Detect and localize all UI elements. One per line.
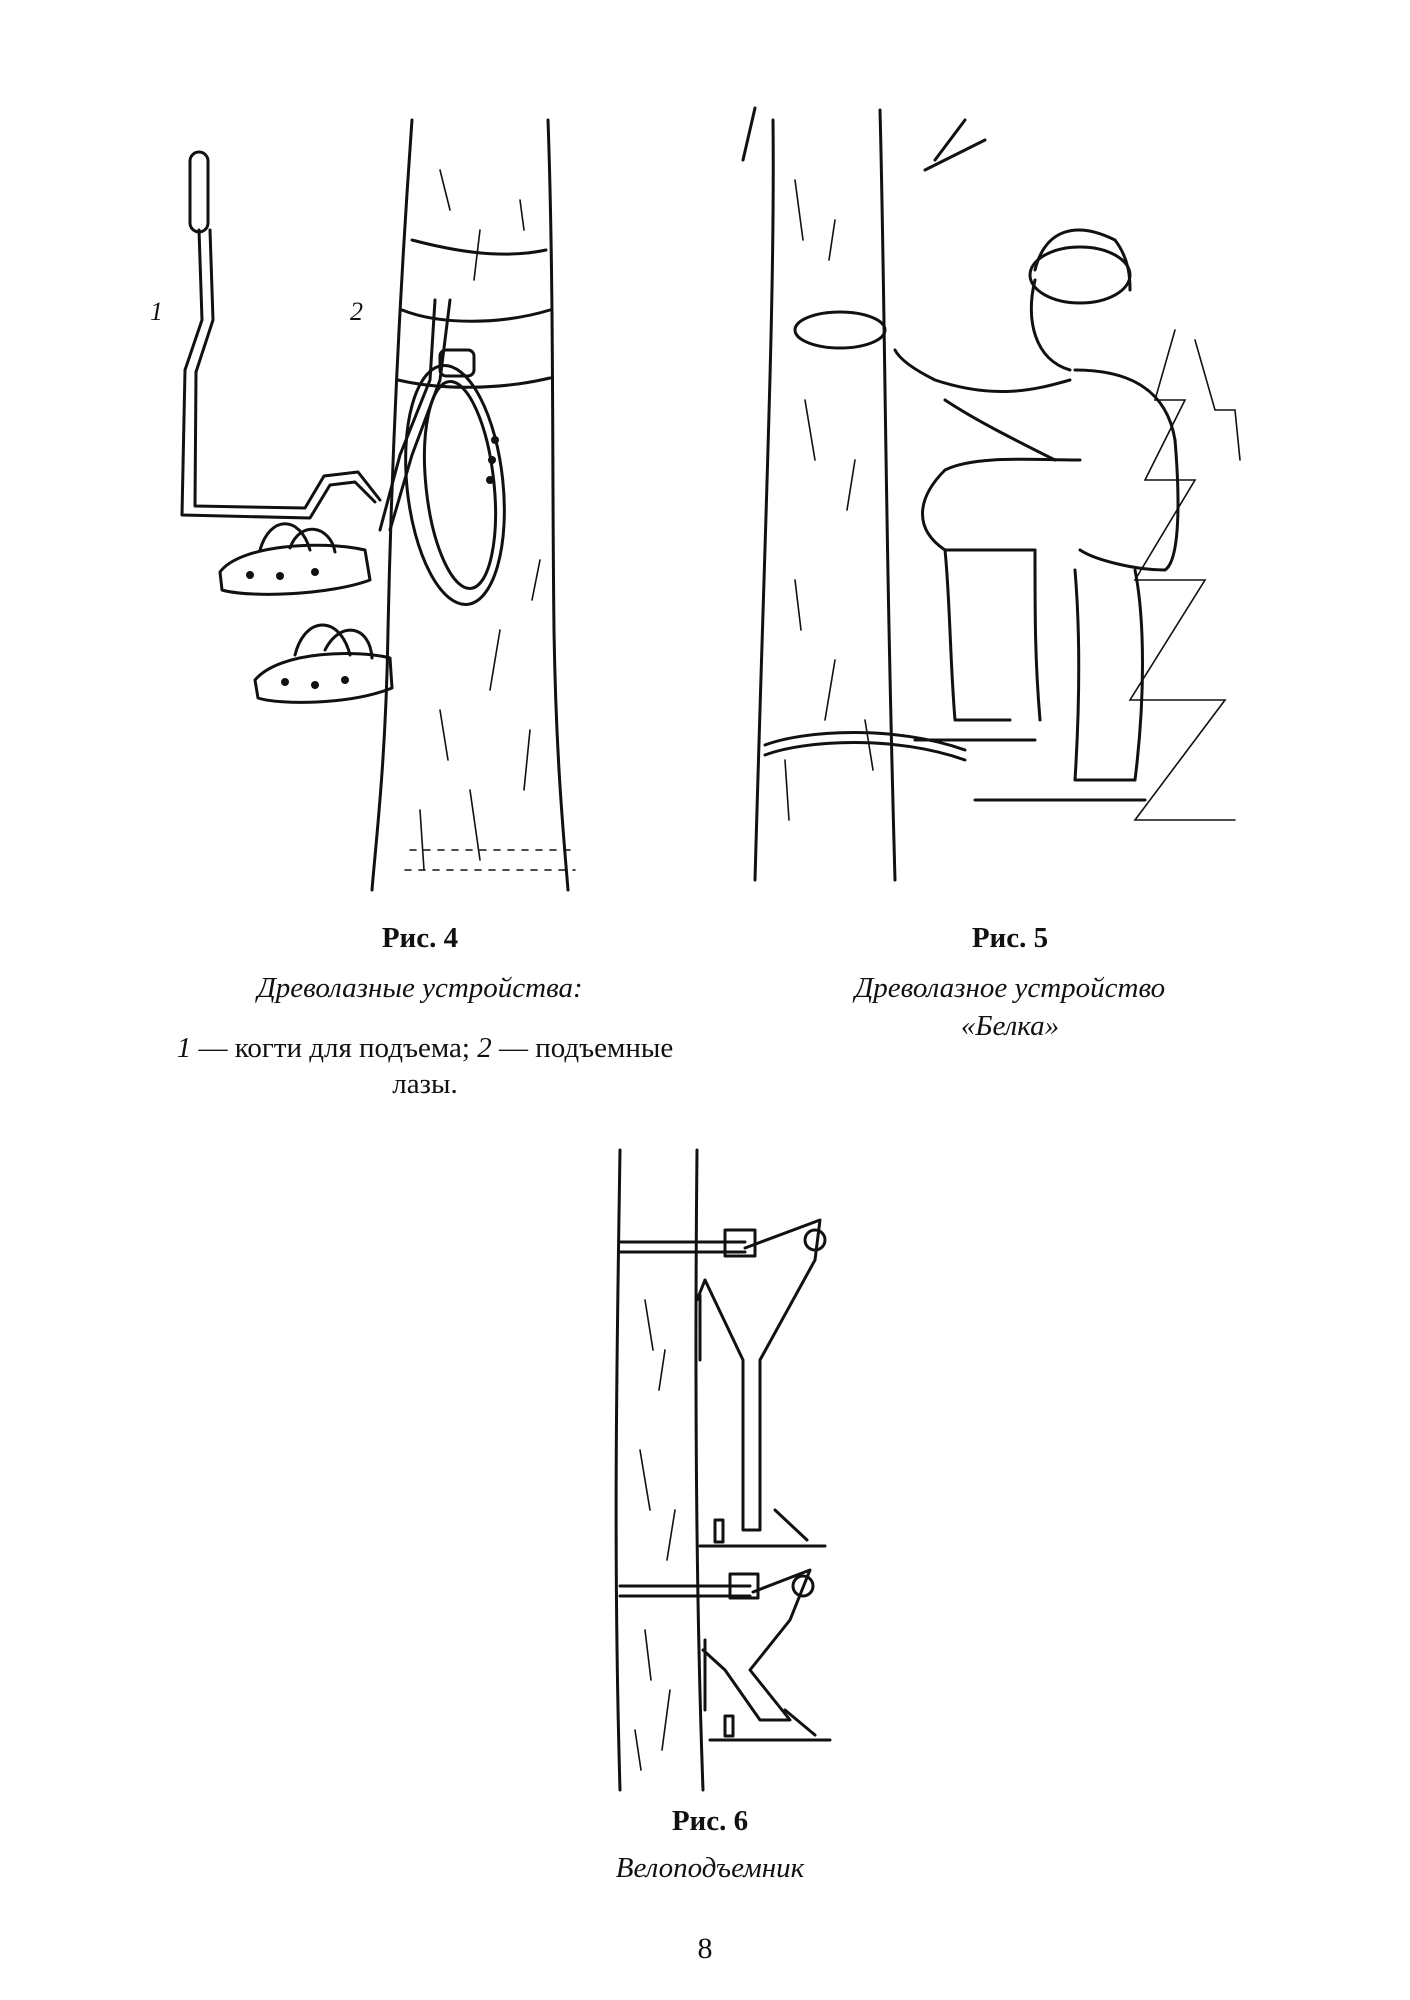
tree-trunk [372,120,575,890]
fig4-desc-line2: лазы. [392,1068,458,1100]
fig4-desc-part1: — когти для подъема; [191,1032,478,1064]
climber-person [895,230,1178,800]
climbing-claw-1 [182,152,380,518]
fig4-subtitle: Древолазные устройства: [257,972,583,1004]
fig4-desc-num1: 1 [176,1032,192,1064]
fir-tree [1130,330,1240,820]
fig4-desc-num2: 2 [477,1032,492,1064]
bicycle-lift-lower [620,1570,830,1740]
figure-5-illustration [735,100,1275,900]
fig4-description [130,1030,720,1102]
tree-trunk [743,108,985,880]
fig4-title: Рис. 4 [381,922,459,954]
bicycle-lift-upper [620,1220,825,1546]
figure-4-illustration [140,110,600,900]
fig5-title: Рис. 5 [971,922,1049,954]
fig4-desc-part2: — подъемные [491,1032,674,1064]
climbing-pedal-upper [220,524,370,595]
climbing-pedal-lower [255,625,392,702]
figure-6-illustration [585,1150,855,1790]
fig6-subtitle: Велоподъемник [615,1852,805,1884]
fig4-label-1: 1 [150,297,163,326]
fig4-label-2: 2 [350,297,363,326]
fig5-subtitle-line1: Древолазное устройство [854,972,1166,1004]
page-number: 8 [697,1932,713,1965]
climbing-straps-2 [380,240,550,609]
tree-trunk [616,1150,703,1790]
fig6-title: Рис. 6 [671,1805,749,1837]
fig5-subtitle-line2: «Белка» [960,1010,1060,1042]
